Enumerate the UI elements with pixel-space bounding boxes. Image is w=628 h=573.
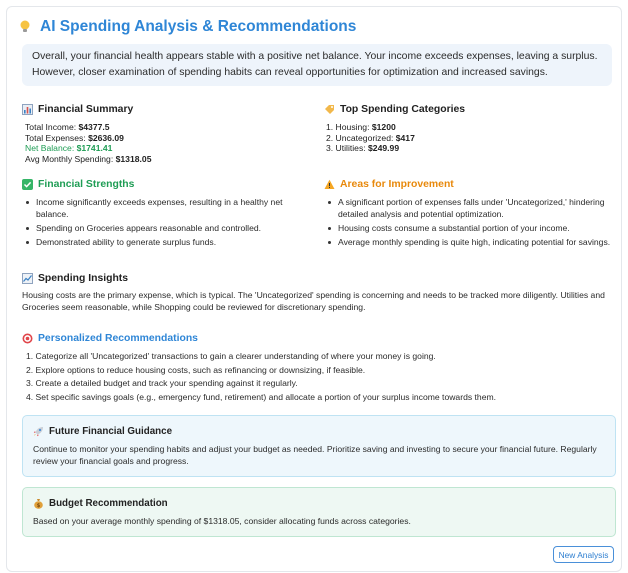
new-analysis-button[interactable]: New Analysis — [553, 546, 614, 563]
future-guidance-text: Continue to monitor your spending habits and adjust your budget as needed. Prioritize saving and investing to secure your financial future. Regularly review your financial goals and progress. — [33, 444, 597, 466]
svg-text:$: $ — [36, 503, 41, 509]
page-title: AI Spending Analysis & Recommendations — [18, 18, 356, 36]
rocket-icon — [33, 426, 44, 437]
strengths-list — [22, 197, 306, 251]
list-item: 2. Explore options to reduce housing costs, such as refinancing or downsizing, if feasible. — [26, 364, 366, 375]
financial-summary-heading: Financial Summary — [22, 104, 133, 115]
total-income: Total Income: $4377.5 — [25, 122, 110, 132]
future-guidance-box — [22, 415, 616, 477]
top-categories-heading: Top Spending Categories — [324, 104, 465, 115]
budget-recommendation-text: Based on your average monthly spending of $1318.05, consider allocating funds across categories. — [33, 516, 411, 526]
total-expenses: Total Expenses: $2636.09 — [25, 132, 124, 143]
insights-text: Housing costs are the primary expense, which is typical. The 'Uncategorized' spending is concerning and needs to be tracked more diligently. Utilities and Groceries seem reasonable, while Shopping could be reviewed for discretionary spending. — [22, 290, 605, 312]
bar-chart-icon — [22, 104, 33, 115]
category-item: 1. Housing: $1200 — [326, 122, 396, 132]
net-balance: Net Balance: $1741.41 — [25, 143, 113, 154]
list-item: 1. Categorize all 'Uncategorized' transactions to gain a clearer understanding of where your money is going. — [26, 351, 436, 361]
list-item: Spending on Groceries appears reasonable and controlled. — [22, 223, 306, 235]
insights-heading: Spending Insights — [22, 273, 128, 284]
lightbulb-icon — [18, 19, 32, 35]
recommendations-list — [26, 350, 616, 404]
strengths-heading: Financial Strengths — [22, 179, 134, 190]
money-bag-icon — [33, 498, 44, 509]
list-item: Income significantly exceeds expenses, resulting in a healthy net balance. — [22, 197, 306, 220]
warning-icon — [324, 179, 335, 190]
list-item: 3. Create a detailed budget and track your spending against it regularly. — [26, 378, 298, 389]
tag-icon — [324, 104, 335, 115]
overview-text: Overall, your financial health appears stable with a positive net balance. Your income exceeds expenses, leaving a surplus. However, closer examination of spending habits can reveal opportunities for optimization and increased savings. — [22, 44, 612, 86]
improvement-list — [324, 197, 614, 251]
list-item: Average monthly spending is quite high, indicating potential for savings. — [324, 237, 614, 249]
check-icon — [22, 179, 33, 190]
category-item: 3. Utilities: $249.99 — [326, 143, 400, 154]
list-item: A significant portion of expenses falls under 'Uncategorized,' hindering detailed analysis and potential optimization. — [324, 197, 614, 220]
list-item: Demonstrated ability to generate surplus funds. — [22, 237, 306, 249]
avg-monthly-spending: Avg Monthly Spending: $1318.05 — [25, 153, 152, 164]
list-item: 4. Set specific savings goals (e.g., emergency fund, retirement) and allocate a portion of your surplus income towards them. — [26, 391, 497, 402]
trend-chart-icon — [22, 273, 33, 284]
budget-recommendation-heading: $ Budget Recommendation — [33, 498, 605, 509]
budget-recommendation-box — [22, 487, 616, 537]
category-item: 2. Uncategorized: $417 — [326, 132, 415, 143]
improvement-heading: Areas for Improvement — [324, 179, 454, 190]
future-guidance-heading: Future Financial Guidance — [33, 426, 605, 437]
top-categories-list — [326, 122, 415, 154]
list-item: Housing costs consume a substantial portion of your income. — [324, 223, 614, 235]
financial-summary — [25, 122, 151, 164]
recommendations-heading: Personalized Recommendations — [22, 333, 198, 344]
target-icon — [22, 333, 33, 344]
